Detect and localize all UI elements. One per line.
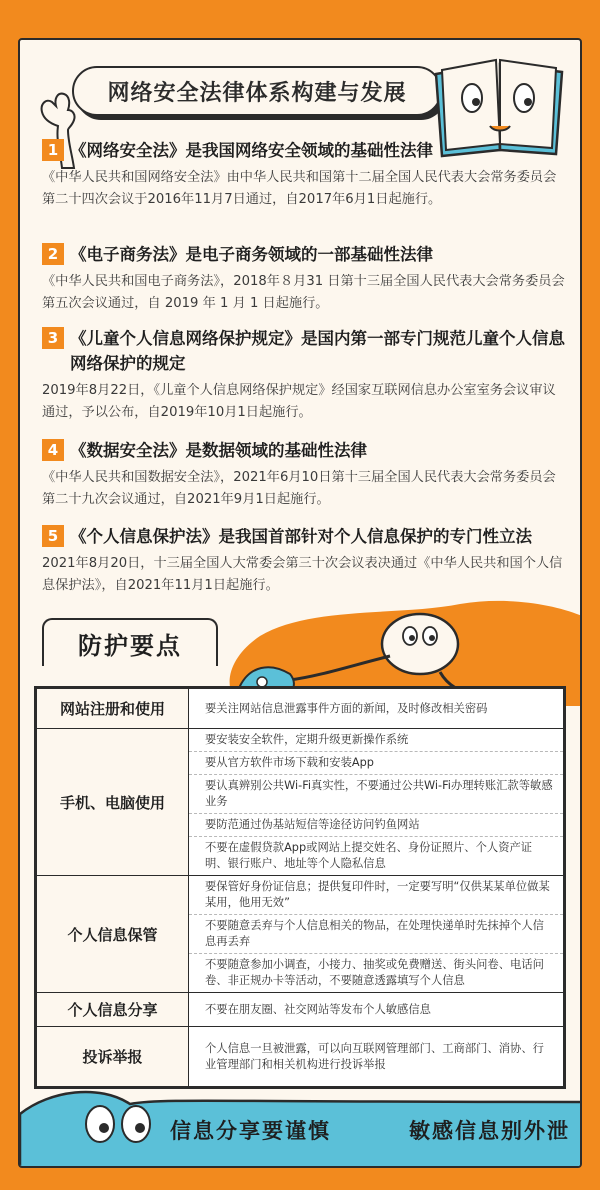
law-number: 3 <box>42 327 64 349</box>
table-category: 手机、电脑使用 <box>37 729 189 876</box>
list-item: 不要随意丢弃与个人信息相关的物品，在处理快递单时先抹掉个人信息再丢弃 <box>189 915 563 954</box>
table-category: 个人信息分享 <box>37 993 189 1027</box>
law-description: 《中华人民共和国电子商务法》，2018年８月31 日第十三届全国人民代表大会常务委员会第五次会议通过，自 2019 年 1 月 1 日起施行。 <box>42 274 565 311</box>
table-items <box>189 689 564 729</box>
protection-title: 防护要点 <box>78 631 182 660</box>
protection-section-tab <box>42 618 218 666</box>
slogan-right: 敏感信息别外泄 <box>409 1119 570 1143</box>
law-description: 《中华人民共和国数据安全法》，2021年6月10日第十三届全国人民代表大会常务委员会第二十九次会议通过，自2021年9月1日起施行。 <box>42 470 556 507</box>
list-item: 要安装安全软件，定期升级更新操作系统 <box>189 729 563 752</box>
protection-table <box>34 686 566 1089</box>
table-items <box>189 876 564 993</box>
list-item: 要关注网站信息泄露事件方面的新闻，及时修改相关密码 <box>205 701 488 715</box>
law-item-2 <box>42 242 567 315</box>
table-category: 投诉举报 <box>37 1027 189 1087</box>
law-description: 2019年8月22日，《儿童个人信息网络保护规定》经国家互联网信息办公室室务会议审议通过，予以公布，自2019年10月1日起施行。 <box>42 383 556 420</box>
law-item-4 <box>42 438 567 511</box>
poster-card <box>18 38 582 1168</box>
law-item-5 <box>42 524 567 597</box>
law-description: 2021年8月20日，十三届全国人大常委会第三十次会议表决通过《中华人民共和国个人信息保护法》，自2021年11月1日起施行。 <box>42 556 563 593</box>
law-number: 1 <box>42 139 64 161</box>
page-title: 网络安全法律体系构建与发展 <box>107 80 407 106</box>
law-number: 5 <box>42 525 64 547</box>
table-row <box>37 1027 564 1087</box>
law-title: 《电子商务法》是电子商务领域的一部基础性法律 <box>70 245 433 264</box>
list-item: 不要在虚假贷款App或网站上提交姓名、身份证照片、个人资产证明、银行账户、地址等个人隐私信息 <box>205 841 533 870</box>
law-title: 《数据安全法》是数据领域的基础性法律 <box>70 441 367 460</box>
table-row <box>37 689 564 729</box>
law-item-1 <box>42 138 567 211</box>
slogan-left: 信息分享要谨慎 <box>170 1119 331 1143</box>
table-row <box>37 876 564 993</box>
law-title: 《儿童个人信息网络保护规定》是国内第一部专门规范儿童个人信息网络保护的规定 <box>70 329 565 373</box>
list-item: 要保管好身份证信息；提供复印件时，一定要写明“仅供某某单位做某某用，他用无效” <box>189 876 563 915</box>
law-number: 4 <box>42 439 64 461</box>
list-item: 不要在朋友圈、社交网站等发布个人敏感信息 <box>205 1002 431 1016</box>
table-items <box>189 729 564 876</box>
table-row <box>37 729 564 876</box>
list-item: 要防范通过伪基站短信等途径访问钓鱼网站 <box>189 814 563 837</box>
slogan-bar <box>170 1110 570 1150</box>
title-banner <box>72 66 442 116</box>
list-item: 不要随意参加小调查，小接力、抽奖或免费赠送、街头问卷、电话问卷、非正规办卡等活动，不要随意透露填写个人信息 <box>205 958 544 987</box>
law-item-3 <box>42 326 567 424</box>
law-description: 《中华人民共和国网络安全法》由中华人民共和国第十二届全国人民代表大会常务委员会第二十四次会议于2016年11月7日通过，自2017年6月1日起施行。 <box>42 170 557 207</box>
list-item: 要从官方软件市场下载和安装App <box>189 752 563 775</box>
law-number: 2 <box>42 243 64 265</box>
table-items <box>189 1027 564 1087</box>
table-category: 网站注册和使用 <box>37 689 189 729</box>
law-title: 《网络安全法》是我国网络安全领域的基础性法律 <box>70 141 433 160</box>
law-title: 《个人信息保护法》是我国首部针对个人信息保护的专门性立法 <box>70 527 532 546</box>
list-item: 要认真辨别公共Wi-Fi真实性，不要通过公共Wi-Fi办理转账汇款等敏感业务 <box>189 775 563 814</box>
list-item: 个人信息一旦被泄露，可以向互联网管理部门、工商部门、消协、行业管理部门和相关机构进行投诉举报 <box>205 1041 544 1071</box>
table-category: 个人信息保管 <box>37 876 189 993</box>
table-row <box>37 993 564 1027</box>
table-items <box>189 993 564 1027</box>
